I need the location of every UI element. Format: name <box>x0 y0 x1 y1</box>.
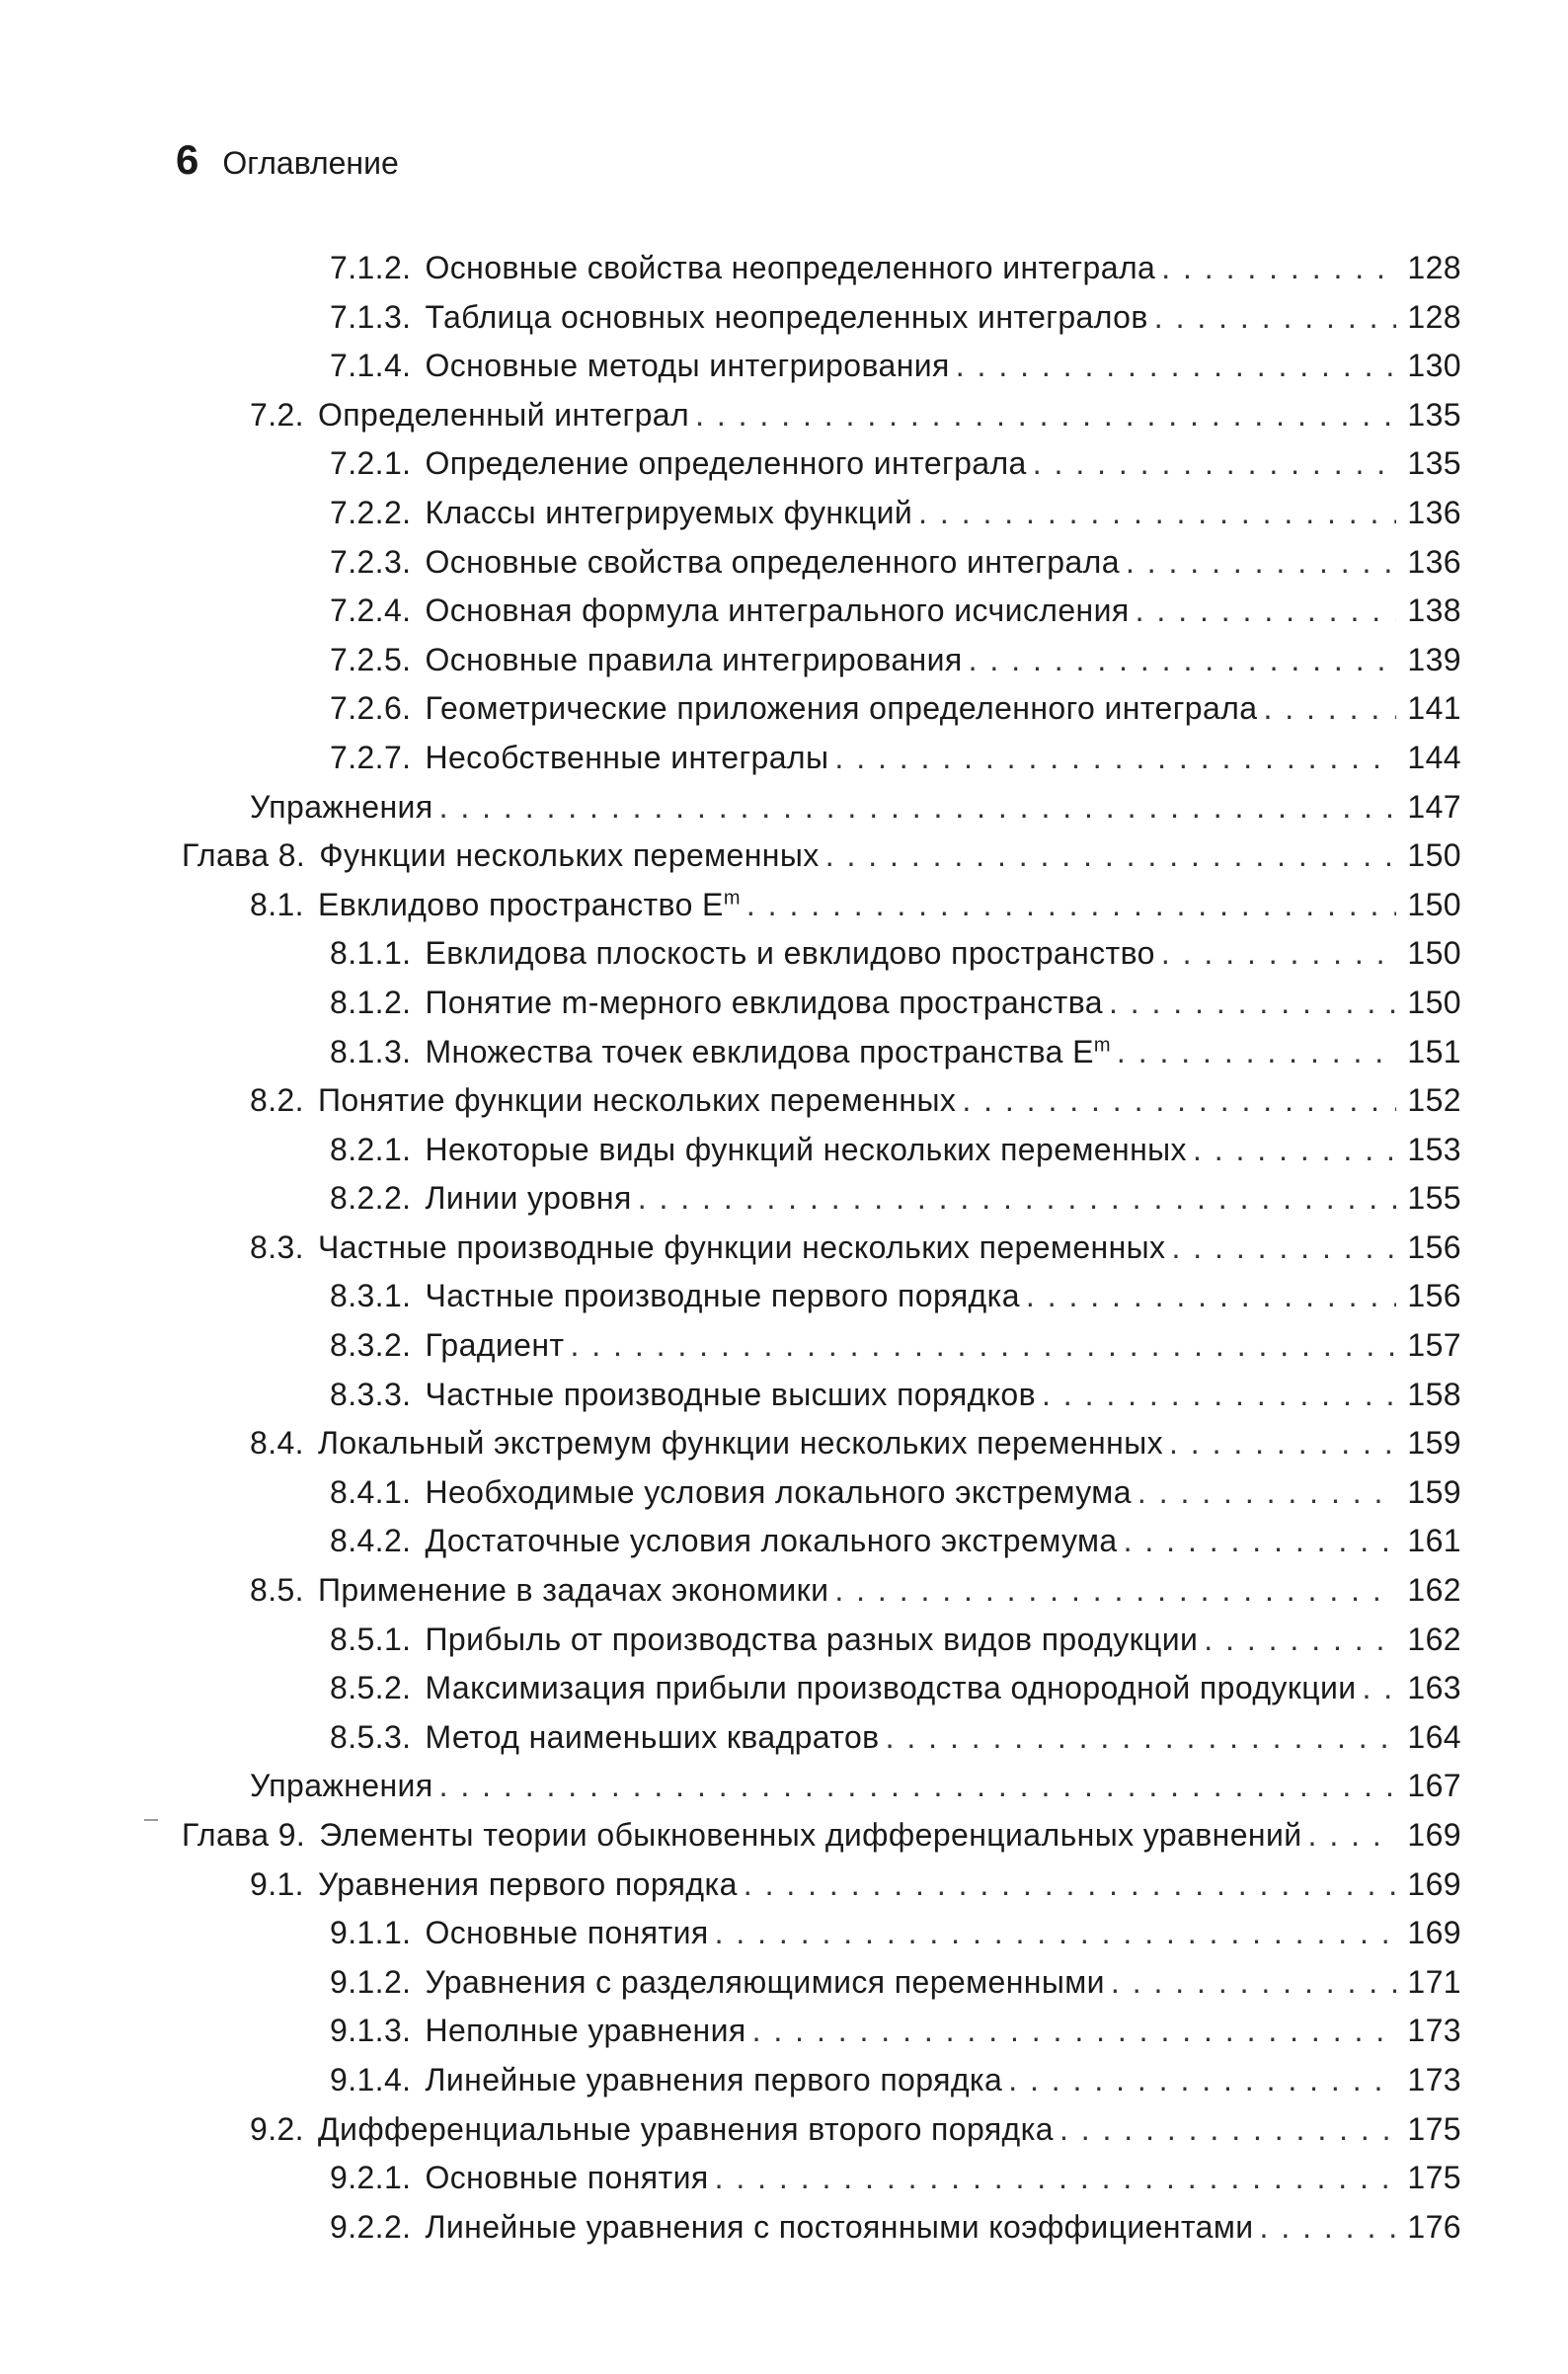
toc-entry-title <box>411 2007 745 2056</box>
toc-entry-title <box>411 1517 1117 1566</box>
toc-entry-title-text: Уравнения с разделяющимися переменными <box>425 1963 1105 2000</box>
dot-leader <box>439 783 1396 832</box>
toc-entry-title <box>304 1419 1163 1468</box>
toc-entry-title <box>411 587 1129 636</box>
scan-mark <box>144 1819 158 1821</box>
toc-entry-number: 8.5.1. <box>330 1621 412 1657</box>
toc-entry <box>0 439 1568 489</box>
toc-entry-title <box>411 1713 879 1763</box>
toc-entry-title <box>411 929 1154 979</box>
toc-entry-title <box>411 979 1102 1028</box>
toc-entry-title-text: Понятие функции нескольких переменных <box>317 1082 957 1119</box>
toc-entry <box>0 489 1568 538</box>
toc-entry-number: 8.1. <box>250 886 304 922</box>
toc-entry-number: 7.2.4. <box>330 593 412 629</box>
toc-entry-number: 9.2.1. <box>330 2160 412 2196</box>
toc-entry <box>0 2007 1568 2056</box>
toc-entry-number: 7.2. <box>250 396 304 433</box>
toc-entry <box>0 1419 1568 1468</box>
toc-entry-title <box>411 2056 1002 2105</box>
dot-leader <box>834 1566 1396 1616</box>
toc-entry-title-text: Линейные уравнения первого порядка <box>425 2061 1003 2097</box>
dot-leader <box>638 1174 1396 1224</box>
toc-entry-page: 130 <box>1407 348 1461 384</box>
toc-entry-number: 9.1.2. <box>330 1963 412 2000</box>
toc-entry <box>0 684 1568 734</box>
toc-entry-page: 171 <box>1407 1963 1461 2000</box>
toc-entry-title <box>411 1664 1356 1713</box>
dot-leader <box>1026 1272 1396 1321</box>
toc-entry-page: 161 <box>1407 1523 1461 1559</box>
toc-entry-title <box>411 636 962 685</box>
toc-entry-title-text: Линии уровня <box>425 1180 632 1217</box>
toc-entry-title-text: Понятие m-мерного евклидова пространства <box>425 984 1103 1020</box>
toc-entry-number: 8.1.2. <box>330 984 412 1020</box>
toc-entry-title-text: Множества точек евклидова пространства E <box>425 1033 1094 1069</box>
toc-entry-page: 135 <box>1407 445 1461 482</box>
toc-entry-number: 8.3.2. <box>330 1327 412 1364</box>
toc-entry-page: 150 <box>1407 886 1461 922</box>
toc-entry-page: 150 <box>1407 837 1461 874</box>
toc-entry-number: 8.2.2. <box>330 1180 412 1217</box>
toc-entry <box>0 1713 1568 1763</box>
toc-entry-number: 7.2.1. <box>330 445 412 482</box>
toc-entry-page: 164 <box>1407 1718 1461 1755</box>
toc-entry-page: 151 <box>1407 1033 1461 1069</box>
toc-entry-number: 7.1.3. <box>330 298 412 335</box>
toc-entry-page: 162 <box>1407 1572 1461 1609</box>
dot-leader <box>956 342 1396 391</box>
toc-entry-title <box>411 244 1155 293</box>
toc-entry-title-text: Основные свойства неопределенного интеграла <box>425 250 1156 285</box>
toc-entry-title <box>305 831 819 881</box>
toc-entry-number: 8.3. <box>250 1228 304 1265</box>
toc-entry-number: 7.2.6. <box>330 690 412 727</box>
dot-leader <box>1308 1811 1396 1860</box>
toc-entry-title-text: Основные методы интегрирования <box>425 348 950 384</box>
toc-entry-title <box>411 1468 1131 1518</box>
toc-entry-page: 128 <box>1407 298 1461 335</box>
toc-entry-page: 169 <box>1407 1915 1461 1951</box>
toc-entry-title-text: Прибыль от производства разных видов продукции <box>425 1621 1199 1657</box>
toc-entry <box>0 293 1568 343</box>
toc-entry <box>0 1664 1568 1713</box>
toc-entry-number: 9.1.1. <box>330 1915 412 1951</box>
dot-leader <box>439 1762 1396 1811</box>
toc-entry-page: 136 <box>1407 494 1461 530</box>
toc-entry-number: 9.1. <box>250 1865 304 1902</box>
toc-entry-title <box>411 439 1026 489</box>
toc-entry <box>0 2203 1568 2253</box>
toc-chapter-entry <box>0 831 1568 881</box>
toc-entry-title-text: Основные правила интегрирования <box>425 641 963 677</box>
toc-entry-number: 9.2.2. <box>330 2208 412 2245</box>
dot-leader <box>969 636 1396 685</box>
toc-entry-title <box>411 342 949 391</box>
dot-leader <box>1008 2056 1396 2105</box>
toc-entry-superscript: m <box>723 887 741 910</box>
toc-entry-page: 144 <box>1407 739 1461 775</box>
toc-entry <box>0 342 1568 391</box>
toc-entry <box>0 1909 1568 1958</box>
toc-entry-title-text: Метод наименьших квадратов <box>425 1718 880 1755</box>
toc-entry-title <box>304 391 689 440</box>
dot-leader <box>1033 439 1396 489</box>
toc-entry-title-text: Градиент <box>425 1327 565 1364</box>
toc-entry-title-text: Геометрические приложения определенного интеграла <box>425 690 1258 727</box>
toc-entry-title-text: Несобственные интегралы <box>425 739 829 775</box>
dot-leader <box>1124 1517 1396 1566</box>
toc-entry-title-text: Частные производные функции нескольких переменных <box>317 1228 1166 1265</box>
toc-entry-title <box>304 1566 828 1616</box>
dot-leader <box>1169 1419 1396 1468</box>
dot-leader <box>1171 1224 1396 1273</box>
toc-entry-number: 9.2. <box>250 2110 304 2147</box>
dot-leader <box>570 1321 1396 1371</box>
toc-entry-page: 150 <box>1407 935 1461 972</box>
toc-entry-title-text: Неполные уравнения <box>425 2013 746 2049</box>
dot-leader <box>752 2007 1396 2056</box>
toc-entry-number: 8.4. <box>250 1425 304 1462</box>
toc-entry-page: 152 <box>1407 1082 1461 1119</box>
toc-entry-title <box>304 2105 1054 2155</box>
toc-entry-title <box>411 734 828 783</box>
toc-entry-number: 8.4.2. <box>330 1523 412 1559</box>
toc-entry-title-text: Применение в задачах экономики <box>317 1572 829 1609</box>
toc-entry-title-text: Частные производные первого порядка <box>425 1278 1020 1314</box>
toc-entry-title-text: Основные свойства определенного интеграла <box>425 543 1120 580</box>
toc-entry-number: 8.1.3. <box>330 1033 412 1069</box>
toc-entry-title-text: Достаточные условия локального экстремума <box>425 1523 1118 1559</box>
toc-entry-title <box>411 684 1257 734</box>
toc-entry-number: 8.5. <box>250 1572 304 1609</box>
toc-entry-page: 155 <box>1407 1180 1461 1217</box>
toc-entry-number: 7.2.5. <box>330 641 412 677</box>
toc-entry-title-text: Определенный интеграл <box>317 396 690 433</box>
toc-entry-title <box>411 1909 708 1958</box>
toc-entry <box>0 2105 1568 2155</box>
dot-leader <box>1363 1664 1396 1713</box>
toc-entry <box>0 1517 1568 1566</box>
toc-entry <box>0 636 1568 685</box>
dot-leader <box>715 1909 1396 1958</box>
toc-entry-title <box>305 1811 1301 1860</box>
toc-entry-title-text: Локальный экстремум функции нескольких переменных <box>317 1425 1163 1462</box>
dot-leader <box>1260 2203 1396 2253</box>
toc-entry <box>0 1224 1568 1273</box>
toc-entry-number: 8.5.2. <box>330 1670 412 1706</box>
toc-entry-page: 159 <box>1407 1425 1461 1462</box>
toc-entry-title <box>250 1762 433 1811</box>
toc-entry <box>0 979 1568 1028</box>
toc-entry <box>0 1076 1568 1126</box>
toc-entry-page: 162 <box>1407 1621 1461 1657</box>
page-header <box>176 136 399 184</box>
dot-leader <box>1109 979 1396 1028</box>
toc-entry <box>0 538 1568 588</box>
toc-entry-title <box>411 1371 1036 1420</box>
toc-entry-title-text: Функции нескольких переменных <box>319 837 820 874</box>
toc-entry-number: 7.2.7. <box>330 739 412 775</box>
toc-entry-number: 9.1.4. <box>330 2061 412 2097</box>
toc-entry-title <box>411 1321 564 1371</box>
page-number: 6 <box>176 136 199 183</box>
toc-entry-page: 150 <box>1407 984 1461 1020</box>
dot-leader <box>1161 244 1396 293</box>
toc-entry-title <box>304 1076 956 1126</box>
toc-entry-number: 8.4.1. <box>330 1473 412 1510</box>
toc-entry-page: 163 <box>1407 1670 1461 1706</box>
toc-entry-page: 169 <box>1407 1817 1461 1853</box>
toc-entry-page: 173 <box>1407 2061 1461 2097</box>
toc-entry-title <box>411 489 912 538</box>
toc-entry-title-text: Дифференциальные уравнения второго порядка <box>317 2110 1054 2147</box>
toc-entry-title-text: Уравнения первого порядка <box>317 1865 738 1902</box>
toc-entry <box>0 881 1568 930</box>
dot-leader <box>1204 1616 1396 1665</box>
toc-entry-page: 147 <box>1407 788 1461 825</box>
toc-entry-number: 9.1.3. <box>330 2013 412 2049</box>
toc-entry-title <box>411 1126 1186 1175</box>
dot-leader <box>744 1860 1396 1910</box>
toc-entry-title-text: Упражнения <box>250 788 433 825</box>
toc-entry-page: 135 <box>1407 396 1461 433</box>
toc-entry <box>0 1272 1568 1321</box>
toc-entry <box>0 1174 1568 1224</box>
toc-entry-page: 175 <box>1407 2110 1461 2147</box>
dot-leader <box>1263 684 1396 734</box>
toc-entry-page: 139 <box>1407 641 1461 677</box>
toc-entry-title <box>304 1224 1165 1273</box>
toc-entry <box>0 1958 1568 2008</box>
running-title: Оглавление <box>222 145 399 181</box>
dot-leader <box>1154 293 1396 343</box>
toc-entry-page: 138 <box>1407 593 1461 629</box>
toc-entry-number: 8.3.3. <box>330 1376 412 1412</box>
dot-leader <box>825 831 1396 881</box>
toc-entry-page: 173 <box>1407 2013 1461 2049</box>
toc-entry <box>0 1028 1568 1077</box>
toc-entry-page: 157 <box>1407 1327 1461 1364</box>
dot-leader <box>715 2154 1396 2203</box>
toc-entry-number: 8.2.1. <box>330 1131 412 1167</box>
dot-leader <box>962 1076 1396 1126</box>
table-of-contents <box>0 244 1568 2252</box>
toc-entry <box>0 734 1568 783</box>
toc-entry <box>0 1468 1568 1518</box>
toc-entry-title-text: Элементы теории обыкновенных дифференциальных уравнений <box>319 1817 1302 1853</box>
dot-leader <box>1136 587 1396 636</box>
toc-entry <box>0 1371 1568 1420</box>
toc-entry-title-text: Классы интегрируемых функций <box>425 494 913 530</box>
toc-entry <box>0 391 1568 440</box>
toc-entry-superscript: m <box>1093 1033 1111 1056</box>
toc-entry-number: 8.3.1. <box>330 1278 412 1314</box>
toc-chapter-entry <box>0 1811 1568 1860</box>
toc-entry-title-text: Необходимые условия локального экстремума <box>425 1473 1132 1510</box>
toc-entry-title-text: Таблица основных неопределенных интегралов <box>425 298 1148 335</box>
dot-leader <box>834 734 1396 783</box>
toc-entry <box>0 1616 1568 1665</box>
toc-entry-number: 7.1.2. <box>330 250 412 285</box>
toc-entry-title <box>411 2154 708 2203</box>
toc-entry-title <box>411 2203 1253 2253</box>
toc-entry-title-text: Основная формула интегрального исчисления <box>425 593 1130 629</box>
toc-entry-page: 156 <box>1407 1228 1461 1265</box>
toc-entry-title-text: Упражнения <box>250 1768 433 1804</box>
toc-entry-title <box>411 1272 1019 1321</box>
dot-leader <box>1042 1371 1396 1420</box>
toc-entry-title-text: Основные понятия <box>425 2160 709 2196</box>
toc-entry-number: 7.1.4. <box>330 348 412 384</box>
toc-entry-number: Глава 8. <box>182 837 306 874</box>
dot-leader <box>1111 1958 1396 2008</box>
toc-entry-title-text: Основные понятия <box>425 1915 709 1951</box>
toc-entry <box>0 1566 1568 1616</box>
toc-entry <box>0 244 1568 293</box>
toc-entry <box>0 783 1568 832</box>
toc-entry-page: 156 <box>1407 1278 1461 1314</box>
toc-entry <box>0 1762 1568 1811</box>
toc-entry <box>0 2154 1568 2203</box>
toc-entry-title <box>411 1616 1198 1665</box>
toc-entry-title <box>304 881 741 930</box>
toc-entry-number: 7.2.3. <box>330 543 412 580</box>
toc-entry-page: 176 <box>1407 2208 1461 2245</box>
dot-leader <box>1161 929 1396 979</box>
toc-entry-page: 128 <box>1407 250 1461 285</box>
toc-entry-title-text: Линейные уравнения с постоянными коэффициентами <box>425 2208 1254 2245</box>
toc-entry <box>0 1860 1568 1910</box>
toc-entry <box>0 1321 1568 1371</box>
dot-leader <box>886 1713 1396 1763</box>
toc-entry-title <box>411 293 1147 343</box>
toc-entry <box>0 2056 1568 2105</box>
toc-entry <box>0 929 1568 979</box>
toc-entry-page: 175 <box>1407 2160 1461 2196</box>
toc-entry-title-text: Евклидова плоскость и евклидово пространство <box>425 935 1155 972</box>
toc-entry-title-text: Частные производные высших порядков <box>425 1376 1036 1412</box>
toc-entry-title <box>411 1028 1110 1077</box>
dot-leader <box>1117 1028 1396 1077</box>
dot-leader <box>918 489 1396 538</box>
toc-entry-title <box>250 783 433 832</box>
dot-leader <box>746 881 1396 930</box>
toc-entry-title-text: Максимизация прибыли производства однородной продукции <box>425 1670 1357 1706</box>
toc-entry-page: 136 <box>1407 543 1461 580</box>
dot-leader <box>695 391 1396 440</box>
toc-entry <box>0 1126 1568 1175</box>
toc-entry-title-text: Евклидово пространство E <box>317 886 724 922</box>
toc-entry-number: 8.2. <box>250 1082 304 1119</box>
toc-entry-title <box>411 1958 1104 2008</box>
dot-leader <box>1126 538 1396 588</box>
toc-entry-number: 8.1.1. <box>330 935 412 972</box>
toc-entry-page: 158 <box>1407 1376 1461 1412</box>
toc-entry-title <box>304 1860 738 1910</box>
toc-entry-number: Глава 9. <box>182 1817 306 1853</box>
toc-entry-title-text: Некоторые виды функций нескольких переменных <box>425 1131 1187 1167</box>
toc-entry-title <box>411 538 1119 588</box>
toc-entry <box>0 587 1568 636</box>
toc-entry-number: 8.5.3. <box>330 1718 412 1755</box>
dot-leader <box>1137 1468 1396 1518</box>
toc-entry-title <box>411 1174 631 1224</box>
toc-entry-page: 167 <box>1407 1768 1461 1804</box>
toc-entry-page: 153 <box>1407 1131 1461 1167</box>
dot-leader <box>1059 2105 1396 2155</box>
toc-entry-title-text: Определение определенного интеграла <box>425 445 1027 482</box>
toc-entry-page: 141 <box>1407 690 1461 727</box>
dot-leader <box>1193 1126 1396 1175</box>
toc-entry-number: 7.2.2. <box>330 494 412 530</box>
toc-entry-page: 169 <box>1407 1865 1461 1902</box>
toc-entry-page: 159 <box>1407 1473 1461 1510</box>
